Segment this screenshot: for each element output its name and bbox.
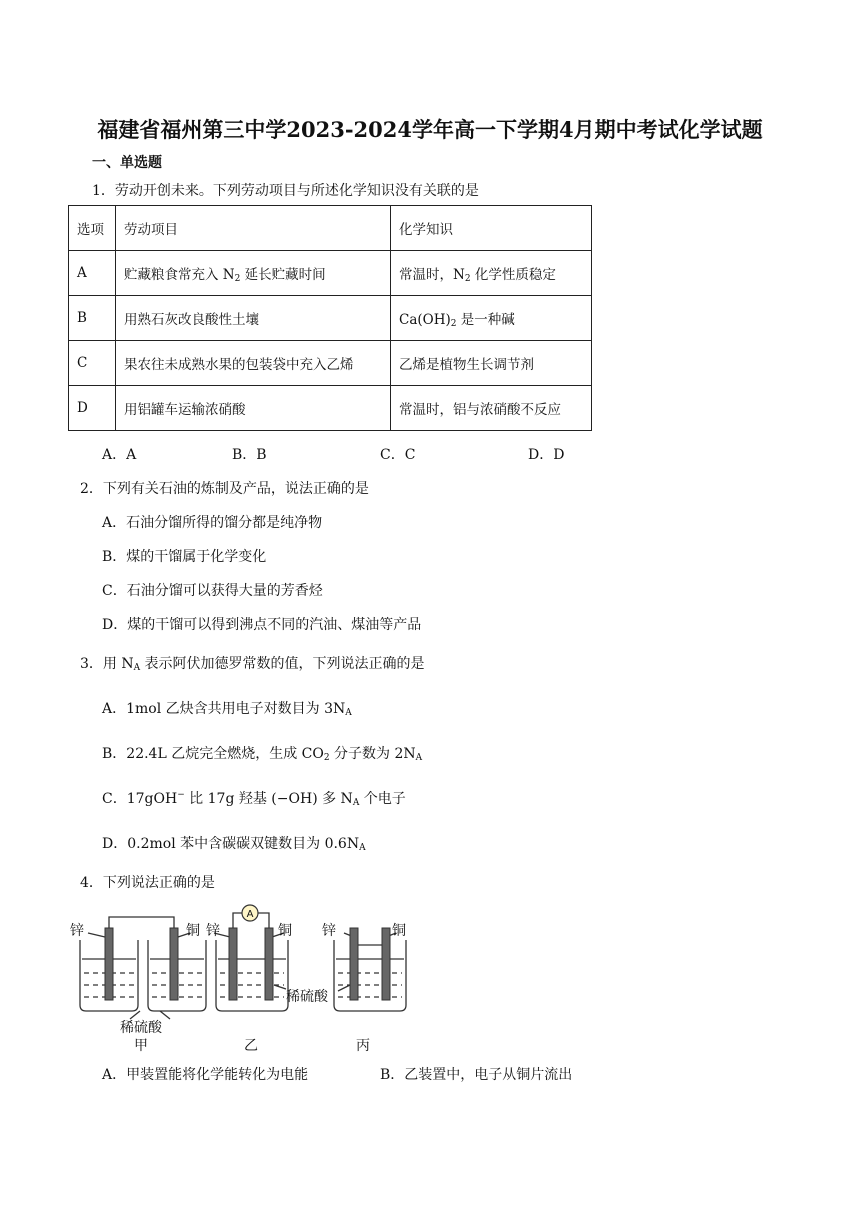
table-header-cell: 选项 — [69, 206, 116, 251]
table-cell-project: 用熟石灰改良酸性土壤 — [116, 296, 391, 341]
knowledge-table — [68, 205, 592, 431]
table-cell-knowledge: 常温时，$N_2$ 化学性质稳定 — [391, 251, 592, 296]
q3-option-d[interactable]: D．0.2mol 苯中含碳碳双键数目为 $0.6N_A$ — [102, 836, 366, 853]
label-yi: 乙 — [244, 1038, 258, 1054]
q2-option-c[interactable]: C．石油分馏可以获得大量的芳香烃 — [102, 583, 323, 599]
label-bing: 丙 — [356, 1038, 370, 1054]
zinc-electrode-yi — [229, 928, 237, 1000]
table-row — [69, 296, 592, 341]
table-header-cell: 劳动项目 — [116, 206, 391, 251]
table-row — [69, 341, 592, 386]
answer-option-b[interactable]: B．B — [232, 447, 267, 463]
table-cell-knowledge: 乙烯是植物生长调节剂 — [391, 341, 592, 386]
question-4-stem: 4．下列说法正确的是 — [80, 875, 215, 891]
table-header-row — [69, 206, 592, 251]
page-title: 福建省福州第三中学2023-2024学年高一下学期4月期中考试化学试题 — [97, 117, 763, 142]
table-cell-project: 贮藏粮食常充入 $N_2$ 延长贮藏时间 — [116, 251, 391, 296]
label-acid: 稀硫酸 — [120, 1020, 162, 1036]
q3-option-a[interactable]: A．1mol 乙炔含共用电子对数目为 $3N_A$ — [102, 701, 352, 718]
beaker-bing — [334, 940, 406, 1011]
label-zinc: 锌 — [70, 923, 84, 939]
galvanic-cell-figure — [70, 895, 450, 1055]
beaker-yi — [216, 940, 288, 1011]
table-header-cell: 化学知识 — [391, 206, 592, 251]
label-zinc: 锌 — [322, 923, 336, 939]
table-cell-option: A — [69, 251, 116, 296]
question-2-stem: 2．下列有关石油的炼制及产品，说法正确的是 — [80, 481, 369, 497]
zinc-electrode-jia — [105, 928, 113, 1000]
answer-option-a[interactable]: A．A — [102, 447, 137, 463]
table-cell-project: 果农往未成熟水果的包装袋中充入乙烯 — [116, 341, 391, 386]
table-row — [69, 386, 592, 431]
label-copper: 铜 — [186, 923, 200, 939]
copper-electrode-yi — [265, 928, 273, 1000]
question-3-stem: 3．用 $N_A$ 表示阿伏加德罗常数的值，下列说法正确的是 — [80, 656, 425, 673]
ammeter-label: A — [246, 909, 254, 920]
table-cell-option: C — [69, 341, 116, 386]
copper-electrode-bing — [382, 928, 390, 1000]
table-cell-knowledge: 常温时，铝与浓硝酸不反应 — [391, 386, 592, 431]
q4-option-a[interactable]: A．甲装置能将化学能转化为电能 — [102, 1067, 309, 1083]
q3-option-b[interactable]: B．22.4L 乙烷完全燃烧，生成 $CO_2$ 分子数为 $2N_A$ — [102, 746, 423, 763]
table-cell-knowledge: $Ca(OH)_2$ 是一种碱 — [391, 296, 592, 341]
table-cell-option: D — [69, 386, 116, 431]
table-cell-project: 用铝罐车运输浓硝酸 — [116, 386, 391, 431]
copper-electrode-jia — [170, 928, 178, 1000]
q4-option-b[interactable]: B．乙装置中，电子从铜片流出 — [380, 1067, 573, 1083]
label-zinc: 锌 — [206, 923, 220, 939]
label-copper: 铜 — [278, 923, 292, 939]
question-1-stem: 1．劳动开创未来。下列劳动项目与所述化学知识没有关联的是 — [92, 183, 479, 199]
label-jia: 甲 — [134, 1038, 148, 1054]
label-acid: 稀硫酸 — [286, 989, 328, 1005]
table-cell-option: B — [69, 296, 116, 341]
answer-option-c[interactable]: C．C — [380, 447, 416, 463]
zinc-electrode-bing — [350, 928, 358, 1000]
answer-option-d[interactable]: D．D — [528, 447, 565, 463]
table-row — [69, 251, 592, 296]
q2-option-a[interactable]: A．石油分馏所得的馏分都是纯净物 — [102, 515, 323, 531]
section-heading: 一、单选题 — [92, 155, 162, 171]
q2-option-b[interactable]: B．煤的干馏属于化学变化 — [102, 549, 267, 565]
q2-option-d[interactable]: D．煤的干馏可以得到沸点不同的汽油、煤油等产品 — [102, 617, 422, 633]
q3-option-c[interactable]: C．17gOH− 比 17g 羟基 (−OH) 多 $N_A$ 个电子 — [102, 790, 406, 808]
label-copper: 铜 — [392, 923, 406, 939]
